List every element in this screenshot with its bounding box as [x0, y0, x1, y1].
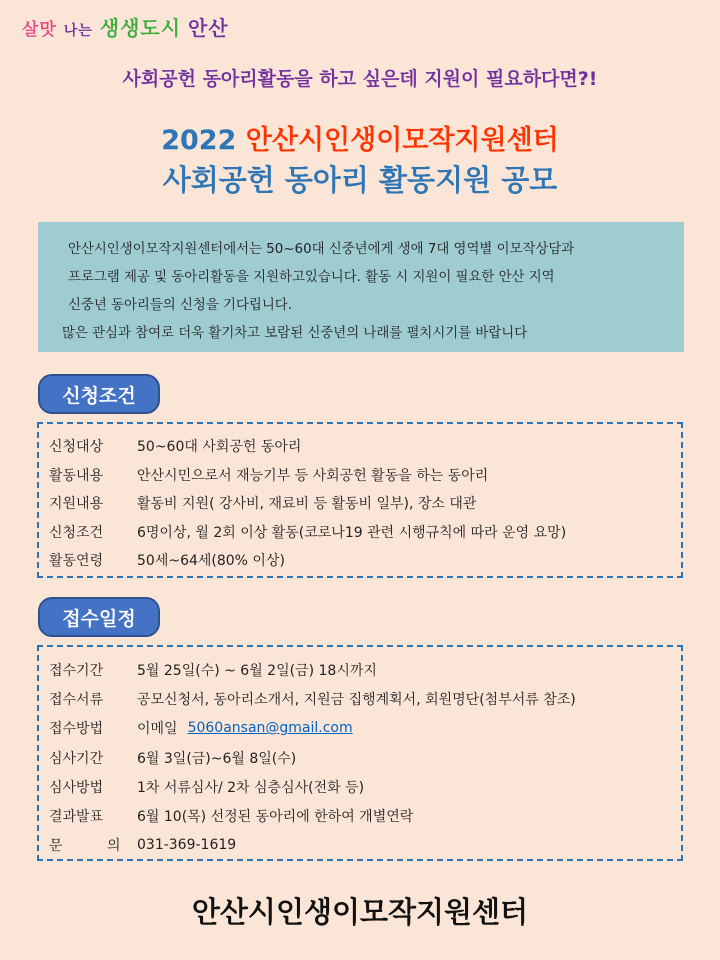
row-label: 신청대상	[49, 439, 104, 456]
email-link[interactable]: 5060ansan@gmail.com	[187, 720, 353, 737]
row-label: 문 의	[49, 838, 141, 855]
intro-box	[38, 222, 684, 352]
row-label: 접수방법	[49, 721, 104, 738]
title-line-1	[0, 118, 720, 157]
slogan-part-2: 나는	[63, 23, 93, 39]
row-value: 5월 25일(수) ~ 6월 2일(금) 18시까지	[137, 662, 377, 679]
slogan-part-3: 생생도시	[99, 16, 182, 40]
slogan-part-4: 안산	[187, 16, 229, 40]
row-value: 이메일	[137, 721, 178, 738]
row-value: 1차 서류심사/ 2차 심층심사(전화 등)	[137, 779, 365, 796]
schedule-row	[49, 772, 681, 801]
conditions-row	[49, 489, 681, 518]
conditions-row	[49, 546, 681, 575]
row-value: 활동비 지원( 강사비, 재료비 등 활동비 일부), 장소 대관	[137, 496, 477, 513]
row-value: 031-369-1619	[137, 837, 237, 854]
schedule-row	[49, 831, 681, 860]
intro-line: 신중년 동아리들의 신청을 기다립니다.	[68, 298, 292, 313]
schedule-row	[49, 801, 681, 830]
conditions-row	[49, 518, 681, 547]
row-label: 지원내용	[49, 496, 104, 513]
row-label: 접수기간	[49, 662, 104, 679]
row-value: 50세~64세(80% 이상)	[137, 553, 285, 570]
row-label: 결과발표	[49, 809, 104, 826]
conditions-row	[49, 432, 681, 461]
title-main: 사회공헌 동아리 활동지원 공모	[162, 163, 558, 197]
slogan-part-1: 살맛	[22, 20, 57, 40]
row-label: 심사기간	[49, 750, 104, 767]
title-org: 안산시인생이모작지원센터	[245, 125, 559, 156]
schedule-row	[49, 684, 681, 713]
schedule-row	[49, 714, 681, 743]
tagline: 사회공헌 동아리활동을 하고 싶은데 지원이 필요하다면?!	[122, 68, 598, 90]
row-value: 공모신청서, 동아리소개서, 지원금 집행계획서, 회원명단(첨부서류 참조)	[137, 691, 576, 708]
schedule-box	[37, 645, 683, 861]
title-year: 2022	[161, 125, 237, 156]
intro-line: 안산시인생이모작지원센터에서는 50~60대 신중년에게 생애 7대 영역별 이모작상담과	[68, 242, 575, 257]
row-value: 6명이상, 월 2회 이상 활동(코로나19 관련 시행규칙에 따라 운영 요망)	[137, 524, 567, 541]
slogan-logo	[22, 12, 229, 41]
row-value: 6월 10(목) 선정된 동아리에 한하여 개별연락	[137, 809, 414, 826]
row-value: 50~60대 사회공헌 동아리	[137, 439, 302, 456]
conditions-badge: 신청조건	[38, 374, 160, 414]
row-label: 심사방법	[49, 779, 104, 796]
schedule-badge: 접수일정	[38, 597, 160, 637]
row-value: 6월 3일(금)~6월 8일(수)	[137, 750, 297, 767]
intro-line: 많은 관심과 참여로 더욱 활기차고 보람된 신중년의 나래를 펼치시기를 바랍니다	[62, 326, 528, 341]
intro-line: 프로그램 제공 및 동아리활동을 지원하고있습니다. 활동 시 지원이 필요한 안산 지역	[68, 270, 555, 285]
footer-org: 안산시인생이모작지원센터	[191, 895, 529, 929]
row-label: 활동연령	[49, 553, 104, 570]
row-label: 활동내용	[49, 467, 104, 484]
schedule-row	[49, 743, 681, 772]
conditions-box	[37, 422, 683, 578]
row-label: 접수서류	[49, 691, 104, 708]
row-label: 신청조건	[49, 524, 104, 541]
schedule-row	[49, 655, 681, 684]
row-value: 안산시민으로서 재능기부 등 사회공헌 활동을 하는 동아리	[137, 467, 489, 484]
conditions-row	[49, 461, 681, 490]
